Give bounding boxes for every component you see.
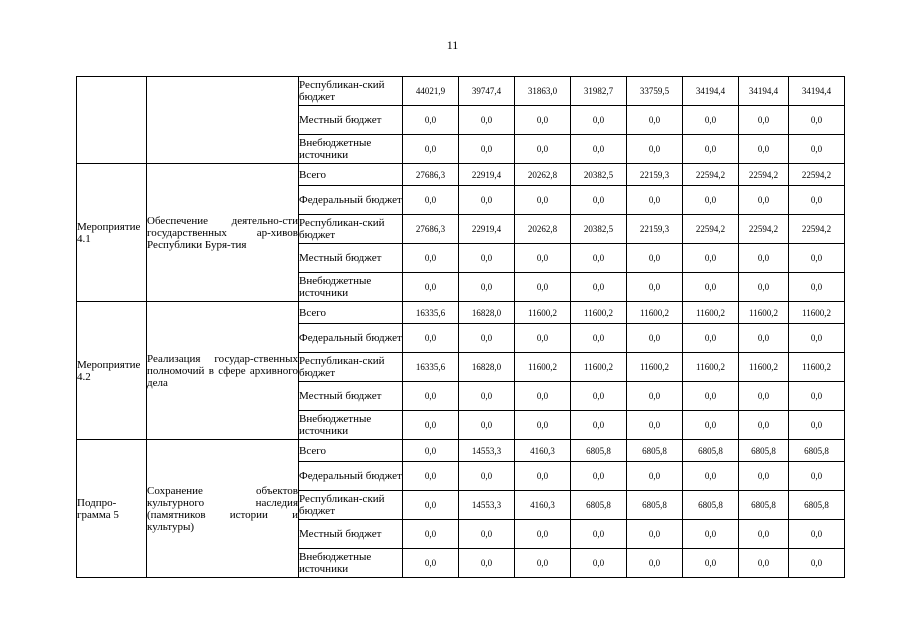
activity-number-cell: Мероприятие 4.1 bbox=[77, 164, 147, 302]
funding-source-cell: Местный бюджет bbox=[299, 106, 403, 135]
amount-cell: 22594,2 bbox=[739, 164, 789, 186]
amount-cell: 0,0 bbox=[789, 549, 845, 578]
amount-cell: 44021,9 bbox=[403, 77, 459, 106]
amount-cell: 0,0 bbox=[627, 382, 683, 411]
amount-cell: 0,0 bbox=[459, 135, 515, 164]
amount-cell: 6805,8 bbox=[739, 491, 789, 520]
funding-source-cell: Республикан-ский бюджет bbox=[299, 77, 403, 106]
amount-cell: 0,0 bbox=[789, 106, 845, 135]
amount-cell: 0,0 bbox=[571, 549, 627, 578]
amount-cell: 0,0 bbox=[627, 273, 683, 302]
amount-cell: 6805,8 bbox=[627, 491, 683, 520]
amount-cell: 0,0 bbox=[403, 324, 459, 353]
amount-cell: 0,0 bbox=[789, 273, 845, 302]
amount-cell: 0,0 bbox=[571, 462, 627, 491]
amount-cell: 11600,2 bbox=[739, 353, 789, 382]
amount-cell: 0,0 bbox=[515, 244, 571, 273]
amount-cell: 0,0 bbox=[515, 273, 571, 302]
amount-cell: 0,0 bbox=[683, 186, 739, 215]
amount-cell: 0,0 bbox=[789, 135, 845, 164]
amount-cell: 4160,3 bbox=[515, 491, 571, 520]
activity-description-cell: Реализация государ-ственных полномочий в сфере архивного дела bbox=[147, 302, 299, 440]
amount-cell: 16335,6 bbox=[403, 302, 459, 324]
amount-cell: 11600,2 bbox=[627, 353, 683, 382]
amount-cell: 0,0 bbox=[403, 186, 459, 215]
amount-cell: 31982,7 bbox=[571, 77, 627, 106]
amount-cell: 0,0 bbox=[789, 186, 845, 215]
amount-cell: 0,0 bbox=[683, 382, 739, 411]
amount-cell: 11600,2 bbox=[515, 353, 571, 382]
activity-description-cell bbox=[147, 77, 299, 164]
amount-cell: 6805,8 bbox=[789, 440, 845, 462]
funding-source-cell: Внебюджетные источники bbox=[299, 411, 403, 440]
amount-cell: 0,0 bbox=[515, 549, 571, 578]
amount-cell: 22594,2 bbox=[789, 164, 845, 186]
funding-source-cell: Внебюджетные источники bbox=[299, 135, 403, 164]
amount-cell: 0,0 bbox=[515, 135, 571, 164]
amount-cell: 0,0 bbox=[515, 462, 571, 491]
amount-cell: 0,0 bbox=[403, 135, 459, 164]
amount-cell: 22594,2 bbox=[789, 215, 845, 244]
amount-cell: 0,0 bbox=[739, 520, 789, 549]
amount-cell: 0,0 bbox=[515, 382, 571, 411]
activity-description-cell: Обеспечение деятельно-сти государственных ар-хивов Республики Буря-тия bbox=[147, 164, 299, 302]
amount-cell: 0,0 bbox=[789, 324, 845, 353]
amount-cell: 0,0 bbox=[739, 186, 789, 215]
amount-cell: 0,0 bbox=[571, 135, 627, 164]
amount-cell: 0,0 bbox=[403, 440, 459, 462]
amount-cell: 0,0 bbox=[459, 244, 515, 273]
amount-cell: 16828,0 bbox=[459, 302, 515, 324]
amount-cell: 0,0 bbox=[683, 106, 739, 135]
amount-cell: 0,0 bbox=[789, 462, 845, 491]
amount-cell: 6805,8 bbox=[739, 440, 789, 462]
funding-source-cell: Внебюджетные источники bbox=[299, 273, 403, 302]
amount-cell: 0,0 bbox=[627, 106, 683, 135]
amount-cell: 0,0 bbox=[571, 382, 627, 411]
funding-source-cell: Республикан-ский бюджет bbox=[299, 215, 403, 244]
funding-source-cell: Федеральный бюджет bbox=[299, 324, 403, 353]
amount-cell: 20262,8 bbox=[515, 164, 571, 186]
funding-source-cell: Федеральный бюджет bbox=[299, 462, 403, 491]
amount-cell: 0,0 bbox=[789, 411, 845, 440]
amount-cell: 11600,2 bbox=[683, 302, 739, 324]
activity-number-cell: Мероприятие 4.2 bbox=[77, 302, 147, 440]
amount-cell: 0,0 bbox=[459, 462, 515, 491]
amount-cell: 0,0 bbox=[459, 382, 515, 411]
activity-description-cell: Сохранение объектов культурного наследия (памятников истории и культуры) bbox=[147, 440, 299, 578]
funding-source-cell: Всего bbox=[299, 164, 403, 186]
amount-cell: 11600,2 bbox=[739, 302, 789, 324]
amount-cell: 6805,8 bbox=[571, 440, 627, 462]
amount-cell: 0,0 bbox=[739, 462, 789, 491]
amount-cell: 39747,4 bbox=[459, 77, 515, 106]
amount-cell: 0,0 bbox=[459, 411, 515, 440]
amount-cell: 22594,2 bbox=[683, 215, 739, 244]
amount-cell: 0,0 bbox=[739, 135, 789, 164]
amount-cell: 0,0 bbox=[459, 106, 515, 135]
page-number: 11 bbox=[446, 38, 459, 52]
amount-cell: 0,0 bbox=[789, 382, 845, 411]
funding-source-cell: Всего bbox=[299, 302, 403, 324]
amount-cell: 0,0 bbox=[459, 324, 515, 353]
amount-cell: 31863,0 bbox=[515, 77, 571, 106]
amount-cell: 11600,2 bbox=[515, 302, 571, 324]
amount-cell: 33759,5 bbox=[627, 77, 683, 106]
amount-cell: 0,0 bbox=[403, 462, 459, 491]
amount-cell: 0,0 bbox=[515, 186, 571, 215]
amount-cell: 0,0 bbox=[739, 411, 789, 440]
amount-cell: 0,0 bbox=[739, 244, 789, 273]
amount-cell: 34194,4 bbox=[789, 77, 845, 106]
amount-cell: 0,0 bbox=[627, 186, 683, 215]
table-body bbox=[77, 77, 845, 578]
amount-cell: 0,0 bbox=[459, 520, 515, 549]
amount-cell: 0,0 bbox=[571, 324, 627, 353]
amount-cell: 6805,8 bbox=[571, 491, 627, 520]
amount-cell: 0,0 bbox=[683, 273, 739, 302]
amount-cell: 0,0 bbox=[571, 520, 627, 549]
amount-cell: 6805,8 bbox=[683, 491, 739, 520]
amount-cell: 6805,8 bbox=[683, 440, 739, 462]
amount-cell: 22594,2 bbox=[739, 215, 789, 244]
table-row bbox=[77, 77, 845, 106]
amount-cell: 0,0 bbox=[627, 520, 683, 549]
funding-source-cell: Федеральный бюджет bbox=[299, 186, 403, 215]
amount-cell: 6805,8 bbox=[627, 440, 683, 462]
amount-cell: 14553,3 bbox=[459, 440, 515, 462]
amount-cell: 0,0 bbox=[627, 244, 683, 273]
amount-cell: 11600,2 bbox=[683, 353, 739, 382]
funding-source-cell: Республикан-ский бюджет bbox=[299, 491, 403, 520]
amount-cell: 0,0 bbox=[571, 244, 627, 273]
activity-number-cell: Подпро-грамма 5 bbox=[77, 440, 147, 578]
amount-cell: 0,0 bbox=[403, 382, 459, 411]
amount-cell: 11600,2 bbox=[789, 353, 845, 382]
funding-source-cell: Республикан-ский бюджет bbox=[299, 353, 403, 382]
amount-cell: 27686,3 bbox=[403, 215, 459, 244]
amount-cell: 0,0 bbox=[459, 186, 515, 215]
amount-cell: 0,0 bbox=[403, 411, 459, 440]
amount-cell: 0,0 bbox=[683, 462, 739, 491]
amount-cell: 34194,4 bbox=[739, 77, 789, 106]
amount-cell: 0,0 bbox=[571, 273, 627, 302]
amount-cell: 27686,3 bbox=[403, 164, 459, 186]
amount-cell: 0,0 bbox=[739, 549, 789, 578]
amount-cell: 0,0 bbox=[683, 135, 739, 164]
amount-cell: 4160,3 bbox=[515, 440, 571, 462]
amount-cell: 22919,4 bbox=[459, 164, 515, 186]
amount-cell: 0,0 bbox=[515, 106, 571, 135]
funding-source-cell: Местный бюджет bbox=[299, 382, 403, 411]
amount-cell: 0,0 bbox=[683, 411, 739, 440]
activity-number-cell bbox=[77, 77, 147, 164]
amount-cell: 0,0 bbox=[515, 324, 571, 353]
amount-cell: 0,0 bbox=[403, 106, 459, 135]
amount-cell: 0,0 bbox=[739, 382, 789, 411]
amount-cell: 0,0 bbox=[627, 462, 683, 491]
amount-cell: 0,0 bbox=[627, 549, 683, 578]
amount-cell: 0,0 bbox=[403, 491, 459, 520]
amount-cell: 0,0 bbox=[515, 411, 571, 440]
amount-cell: 11600,2 bbox=[571, 302, 627, 324]
amount-cell: 22159,3 bbox=[627, 215, 683, 244]
amount-cell: 0,0 bbox=[403, 549, 459, 578]
amount-cell: 11600,2 bbox=[571, 353, 627, 382]
amount-cell: 0,0 bbox=[789, 520, 845, 549]
amount-cell: 0,0 bbox=[403, 273, 459, 302]
amount-cell: 20262,8 bbox=[515, 215, 571, 244]
amount-cell: 0,0 bbox=[571, 106, 627, 135]
table-row bbox=[77, 164, 845, 186]
amount-cell: 20382,5 bbox=[571, 215, 627, 244]
amount-cell: 0,0 bbox=[571, 411, 627, 440]
funding-source-cell: Местный бюджет bbox=[299, 520, 403, 549]
amount-cell: 11600,2 bbox=[789, 302, 845, 324]
amount-cell: 16828,0 bbox=[459, 353, 515, 382]
amount-cell: 11600,2 bbox=[627, 302, 683, 324]
amount-cell: 34194,4 bbox=[683, 77, 739, 106]
funding-source-cell: Местный бюджет bbox=[299, 244, 403, 273]
budget-table bbox=[76, 76, 845, 578]
amount-cell: 0,0 bbox=[683, 244, 739, 273]
amount-cell: 0,0 bbox=[739, 324, 789, 353]
table-row bbox=[77, 440, 845, 462]
amount-cell: 0,0 bbox=[571, 186, 627, 215]
amount-cell: 0,0 bbox=[683, 324, 739, 353]
amount-cell: 0,0 bbox=[403, 244, 459, 273]
amount-cell: 0,0 bbox=[403, 520, 459, 549]
amount-cell: 0,0 bbox=[739, 106, 789, 135]
amount-cell: 0,0 bbox=[627, 324, 683, 353]
amount-cell: 20382,5 bbox=[571, 164, 627, 186]
amount-cell: 16335,6 bbox=[403, 353, 459, 382]
amount-cell: 0,0 bbox=[459, 273, 515, 302]
amount-cell: 0,0 bbox=[683, 549, 739, 578]
amount-cell: 22159,3 bbox=[627, 164, 683, 186]
funding-source-cell: Внебюджетные источники bbox=[299, 549, 403, 578]
amount-cell: 22919,4 bbox=[459, 215, 515, 244]
amount-cell: 0,0 bbox=[627, 411, 683, 440]
amount-cell: 0,0 bbox=[627, 135, 683, 164]
amount-cell: 6805,8 bbox=[789, 491, 845, 520]
table-row bbox=[77, 302, 845, 324]
amount-cell: 22594,2 bbox=[683, 164, 739, 186]
amount-cell: 0,0 bbox=[515, 520, 571, 549]
amount-cell: 14553,3 bbox=[459, 491, 515, 520]
amount-cell: 0,0 bbox=[789, 244, 845, 273]
amount-cell: 0,0 bbox=[683, 520, 739, 549]
amount-cell: 0,0 bbox=[459, 549, 515, 578]
funding-source-cell: Всего bbox=[299, 440, 403, 462]
amount-cell: 0,0 bbox=[739, 273, 789, 302]
